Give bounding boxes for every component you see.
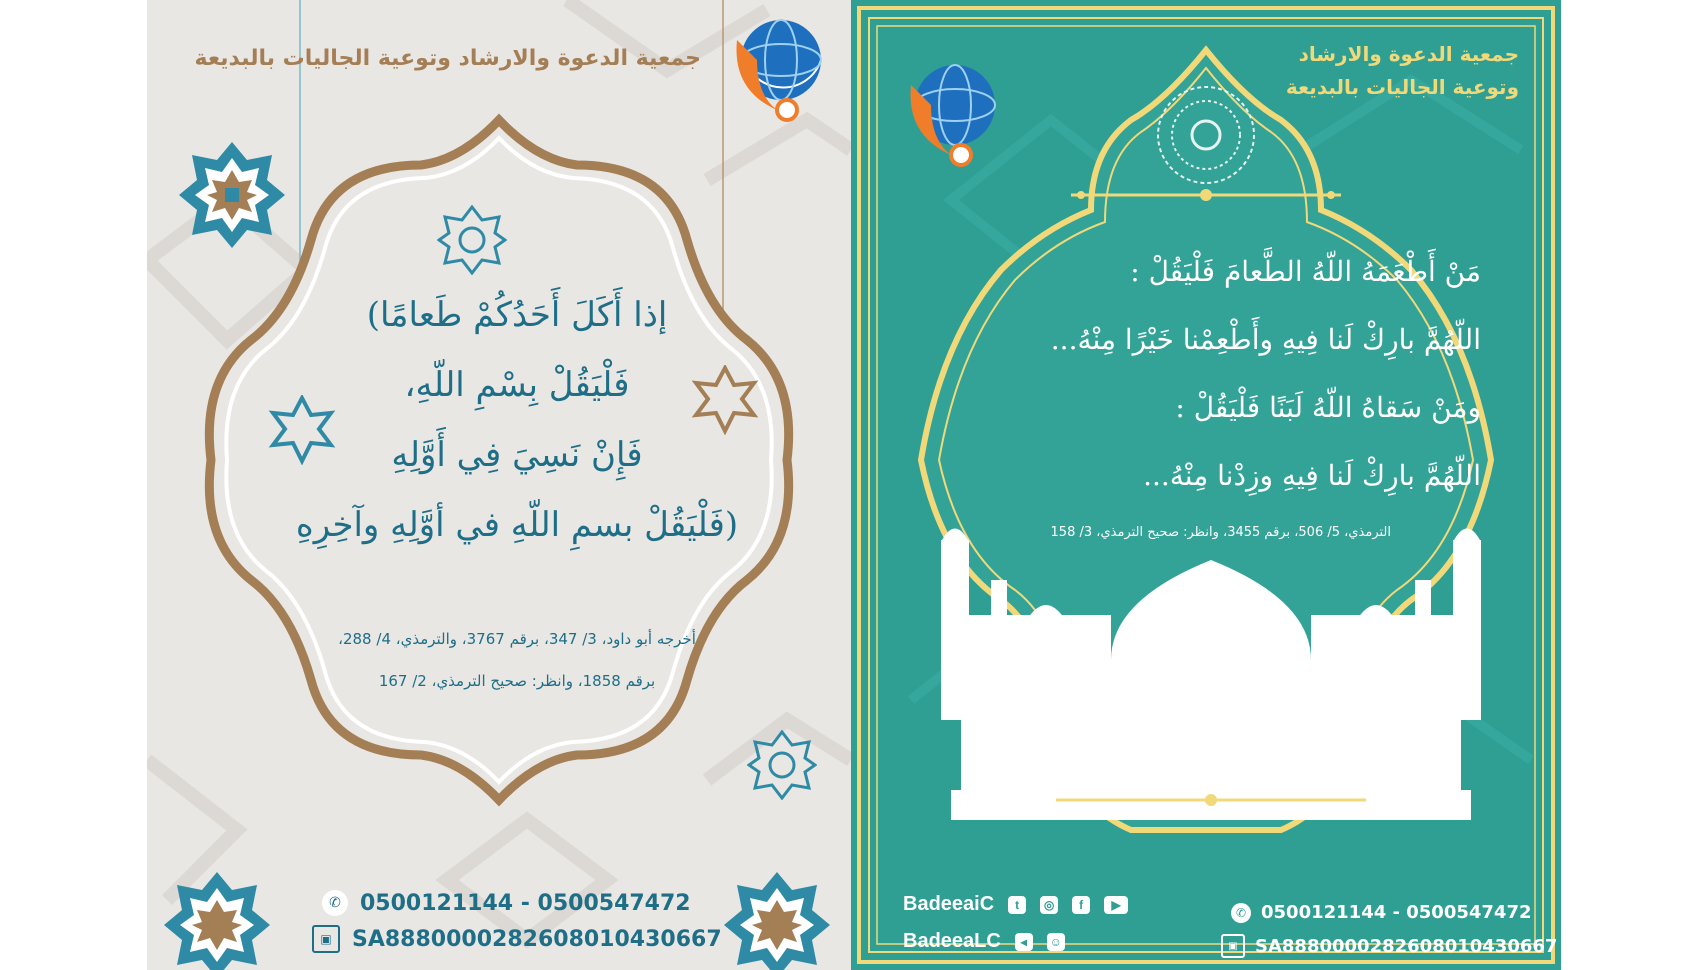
hadith-line: مَنْ أَطْعَمَهُ اللّهُ الطَّعامَ فَلْيَقُلْ : <box>1130 255 1481 288</box>
phone-icon: ✆ <box>1231 903 1251 923</box>
ornament-tile-icon <box>177 140 287 250</box>
hadith-text <box>961 238 1481 510</box>
source-line: أخرجه أبو داود، 3/ 347، برقم 3767، والترمذي، 4/ 288، <box>338 630 696 648</box>
bank-card-icon: ▣ <box>1221 934 1245 958</box>
instagram-icon[interactable]: ◎ <box>1040 896 1058 914</box>
hadith-line: (فَلْيَقُلْ بسمِ اللّهِ في أوَّلِهِ وآخِرِهِ <box>295 505 739 545</box>
bank-card-icon: ▣ <box>312 925 340 953</box>
social-handle: BadeeaLC <box>903 930 1001 952</box>
social-row-1 <box>903 893 1128 916</box>
hadith-line: إذا أَكَلَ أَحَدُكُمْ طَعامًا) <box>366 295 668 335</box>
globe-logo-icon <box>727 10 827 125</box>
hadith-source: الترمذي، 5/ 506، برقم 3455، وانظر: صحيح الترمذي، 3/ 158 <box>1050 525 1391 540</box>
iban-contact <box>1221 934 1557 958</box>
snapchat-icon[interactable]: ☺ <box>1047 933 1065 951</box>
phone-icon: ✆ <box>322 890 348 916</box>
send-icon[interactable]: ◂ <box>1015 933 1033 951</box>
ornament-tile-icon <box>722 870 832 970</box>
phone-contact <box>322 890 691 916</box>
ornament-small-icon <box>747 730 817 800</box>
ornament-small-icon <box>437 205 507 275</box>
gold-divider <box>1051 790 1371 810</box>
hadith-line: فَإِنْ نَسِيَ فِي أَوَّلِهِ <box>391 435 643 475</box>
hadith-source <box>267 618 767 702</box>
org-name-line: وتوعية الجاليات بالبديعة <box>1285 75 1519 99</box>
social-handle: BadeeaiC <box>903 893 995 915</box>
iban-number: SA8880000282608010430667 <box>1255 935 1558 957</box>
hadith-text <box>267 280 767 560</box>
ornament-tile-icon <box>162 870 272 970</box>
phone-number: 0500121144 - 0500547472 <box>1261 902 1532 923</box>
iban-contact <box>312 925 722 953</box>
phone-number: 0500121144 - 0500547472 <box>360 890 691 916</box>
hadith-line: ومَنْ سَقاهُ اللّهُ لَبَنًا فَلْيَقُلْ : <box>1175 391 1481 424</box>
hadith-line: فَلْيَقُلْ بِسْمِ اللّهِ، <box>404 365 630 405</box>
right-card <box>851 0 1561 970</box>
facebook-icon[interactable]: f <box>1072 896 1090 914</box>
youtube-icon[interactable]: ▶ <box>1104 896 1128 914</box>
org-name-line: جمعية الدعوة والارشاد <box>1298 42 1519 66</box>
phone-contact <box>1231 902 1532 923</box>
hadith-line: اللّهُمَّ بارِكْ لَنا فِيهِ وأَطْعِمْنا خَيْرًا مِنْهُ... <box>1050 323 1481 356</box>
hadith-line: اللّهُمَّ بارِكْ لَنا فِيهِ وزِدْنا مِنْهُ... <box>1143 459 1481 492</box>
org-name: جمعية الدعوة والارشاد وتوعية الجاليات بالبديعة <box>194 46 701 71</box>
social-row-2 <box>903 930 1065 953</box>
source-line: برقم 1858، وانظر: صحيح الترمذي، 2/ 167 <box>378 672 656 690</box>
left-card <box>147 0 851 970</box>
iban-number: SA8880000282608010430667 <box>352 926 722 952</box>
twitter-icon[interactable]: t <box>1008 896 1026 914</box>
